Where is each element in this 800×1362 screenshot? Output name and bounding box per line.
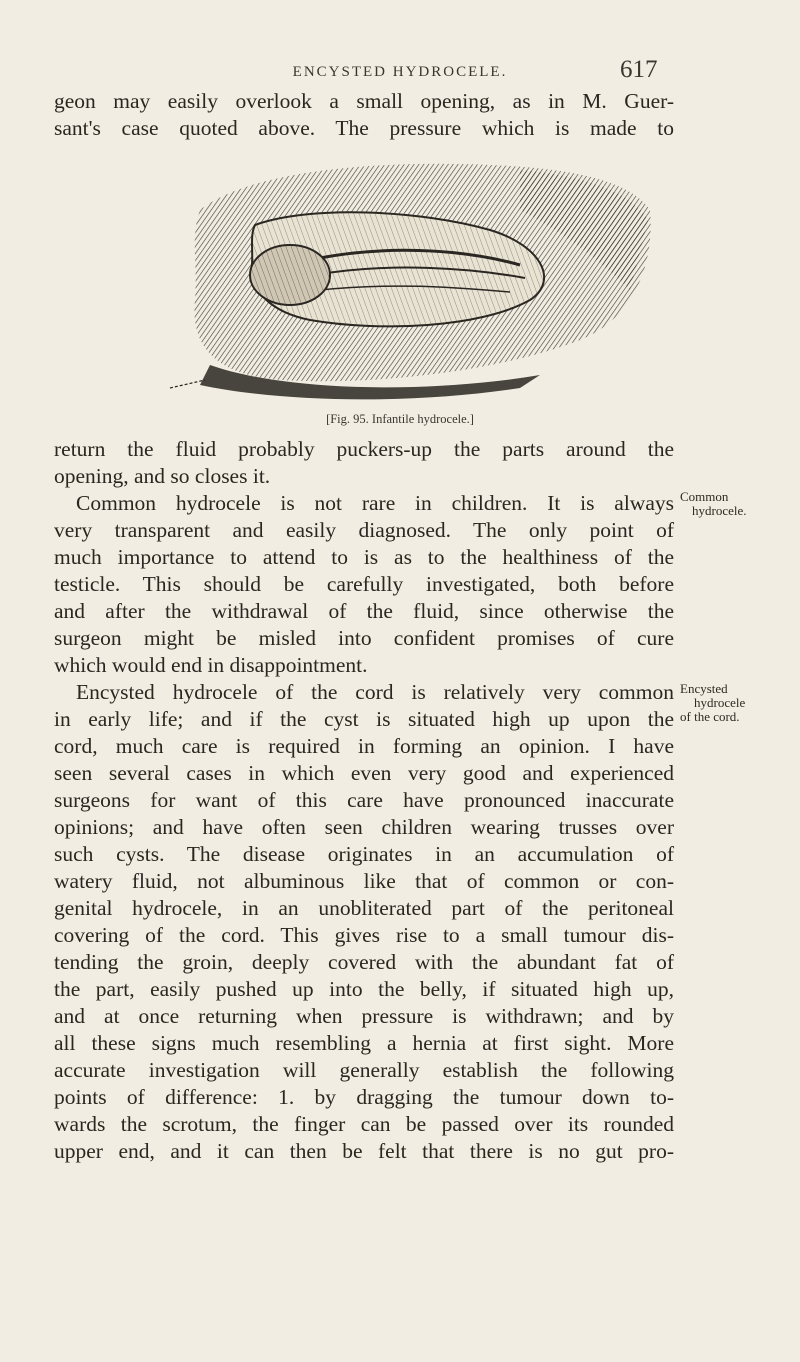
margin-note-common-hydrocele <box>680 490 798 518</box>
text-line: cord, much care is required in forming an opinion. I have <box>54 734 674 758</box>
text-line: seen several cases in which even very good and experienced <box>54 761 674 785</box>
text-line: much importance to attend to is as to the healthiness of the <box>54 545 674 569</box>
text-line: covering of the cord. This gives rise to a small tumour dis- <box>54 923 674 947</box>
text-line: points of difference: 1. by dragging the tumour down to- <box>54 1085 674 1109</box>
text-line: the part, easily pushed up into the belly, if situated high up, <box>54 977 674 1001</box>
text-line: watery fluid, not albuminous like that of common or con- <box>54 869 674 893</box>
engraving-illustration <box>160 150 660 420</box>
figure-infantile-hydrocele <box>160 150 660 420</box>
text-line: very transparent and easily diagnosed. The only point of <box>54 518 674 542</box>
margin-note-line: of the cord. <box>680 709 740 724</box>
text-line: sant's case quoted above. The pressure which is made to <box>54 116 674 140</box>
text-line: such cysts. The disease originates in an accumulation of <box>54 842 674 866</box>
body-text <box>54 436 674 1165</box>
text-line: accurate investigation will generally establish the following <box>54 1058 674 1082</box>
text-line: geon may easily overlook a small opening, as in M. Guer- <box>54 89 674 113</box>
text-line: tending the groin, deeply covered with the abundant fat of <box>54 950 674 974</box>
margin-note-line: hydrocele. <box>692 503 747 518</box>
text-line: surgeons for want of this care have pronounced inaccurate <box>54 788 674 812</box>
text-line: opinions; and have often seen children wearing trusses over <box>54 815 674 839</box>
intro-paragraph <box>54 88 674 142</box>
text-line: and at once returning when pressure is withdrawn; and by <box>54 1004 674 1028</box>
text-line: upper end, and it can then be felt that there is no gut pro- <box>54 1139 674 1163</box>
figure-caption: [Fig. 95. Infantile hydrocele.] <box>326 412 474 426</box>
running-head: ENCYSTED HYDROCELE. <box>292 64 508 80</box>
text-line: which would end in disappointment. <box>54 653 368 677</box>
text-line: and after the withdrawal of the fluid, since otherwise the <box>54 599 674 623</box>
text-line: genital hydrocele, in an unobliterated part of the peritoneal <box>54 896 674 920</box>
text-line: surgeon might be misled into confident promises of cure <box>54 626 674 650</box>
text-line: opening, and so closes it. <box>54 464 271 488</box>
margin-note-line: hydrocele <box>694 695 746 710</box>
text-line: Common hydrocele is not rare in children. It is always <box>76 491 674 515</box>
text-line: Encysted hydrocele of the cord is relatively very common <box>76 680 674 704</box>
margin-note-encysted-hydrocele <box>680 682 798 724</box>
text-line: in early life; and if the cyst is situated high up upon the <box>54 707 674 731</box>
text-line: wards the scrotum, the finger can be passed over its rounded <box>54 1112 674 1136</box>
text-line: all these signs much resembling a hernia at first sight. More <box>54 1031 674 1055</box>
text-line: testicle. This should be carefully investigated, both before <box>54 572 674 596</box>
margin-note-line: Common <box>680 489 729 504</box>
margin-note-line: Encysted <box>680 681 728 696</box>
text-line: return the fluid probably puckers-up the parts around the <box>54 437 674 461</box>
page-number: 617 <box>620 56 658 83</box>
